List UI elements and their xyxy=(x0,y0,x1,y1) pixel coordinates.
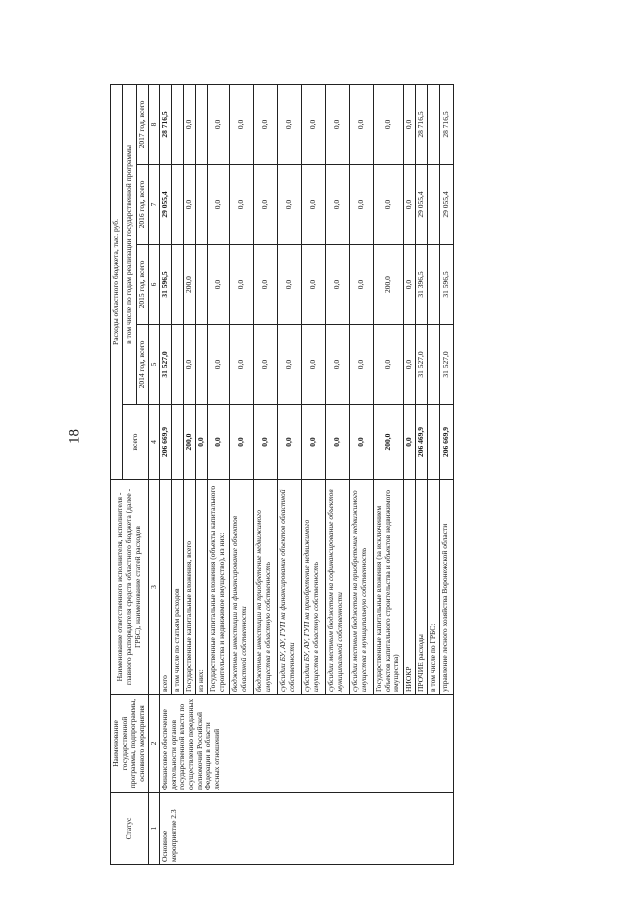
cell-y2017: 0,0 xyxy=(326,84,350,164)
cell-total: 200,0 xyxy=(184,405,196,480)
cell-total: 0,0 xyxy=(278,405,302,480)
cell-total xyxy=(428,405,440,480)
cell-y2017: 0,0 xyxy=(184,84,196,164)
cell-y2015: 31 596,5 xyxy=(160,245,172,325)
cell-y2015: 200,0 xyxy=(184,245,196,325)
cell-y2014: 31 527,0 xyxy=(440,325,454,405)
cell-total: 206 669,9 xyxy=(160,405,172,480)
cell-y2016: 0,0 xyxy=(278,165,302,245)
cell-y2014: 0,0 xyxy=(254,325,278,405)
colnum-1: 1 xyxy=(148,793,160,865)
cell-y2017: 0,0 xyxy=(404,84,416,164)
cell-total: 0,0 xyxy=(350,405,374,480)
cell-y2014: 0,0 xyxy=(208,325,230,405)
cell-y2015: 31 396,5 xyxy=(416,245,428,325)
status-cell: Основное мероприятие 2.3 xyxy=(160,793,454,865)
cell-y2017: 28 716,5 xyxy=(416,84,428,164)
cell-y2016: 29 055,4 xyxy=(440,165,454,245)
cell-y2015: 0,0 xyxy=(208,245,230,325)
cell-y2017: 0,0 xyxy=(230,84,254,164)
cell-y2017: 28 716,5 xyxy=(440,84,454,164)
row-label: Государственные капитальные вложения, всего xyxy=(184,480,196,695)
cell-y2017: 0,0 xyxy=(374,84,404,164)
cell-y2015: 0,0 xyxy=(278,245,302,325)
cell-y2014 xyxy=(428,325,440,405)
cell-y2015 xyxy=(428,245,440,325)
cell-y2016 xyxy=(172,165,184,245)
header-year-2014: 2014 год, всего xyxy=(136,325,148,405)
cell-y2016: 0,0 xyxy=(350,165,374,245)
cell-y2016: 0,0 xyxy=(404,165,416,245)
row-label: субсидии БУ, АУ, ГУП на финансирование объектов областной собственности xyxy=(278,480,302,695)
cell-y2014: 0,0 xyxy=(302,325,326,405)
row-label: Государственные капитальные вложения (объекты капитального строительства и недвижимое имущество), из них: xyxy=(208,480,230,695)
cell-y2014: 0,0 xyxy=(404,325,416,405)
cell-total: 206 669,9 xyxy=(440,405,454,480)
row-label: из них: xyxy=(196,480,208,695)
cell-y2014: 0,0 xyxy=(374,325,404,405)
cell-y2016: 0,0 xyxy=(302,165,326,245)
row-label: управление лесного хозяйства Воронежской области xyxy=(440,480,454,695)
cell-y2014: 0,0 xyxy=(350,325,374,405)
cell-y2015: 0,0 xyxy=(254,245,278,325)
colnum-5: 5 xyxy=(148,325,160,405)
cell-y2015: 0,0 xyxy=(350,245,374,325)
colnum-3: 3 xyxy=(148,480,160,695)
cell-total: 0,0 xyxy=(230,405,254,480)
cell-y2014: 0,0 xyxy=(230,325,254,405)
cell-total: 0,0 xyxy=(196,405,208,480)
row-label: субсидии БУ, АУ, ГУП на приобретение недвижимого имущества в областную собственность xyxy=(302,480,326,695)
cell-y2017 xyxy=(428,84,440,164)
cell-y2017: 0,0 xyxy=(254,84,278,164)
cell-total: 0,0 xyxy=(208,405,230,480)
cell-y2014 xyxy=(196,325,208,405)
row-label: бюджетные инвестиции на приобретение недвижимого имущества в областную собственность xyxy=(254,480,278,695)
program-name-cell: Финансовое обеспечение деятельности органов государственной власти по осуществлению переданных полномочий Российской Федерации в области лесных отношений xyxy=(160,695,454,793)
cell-y2017 xyxy=(196,84,208,164)
cell-y2015: 0,0 xyxy=(404,245,416,325)
cell-total: 0,0 xyxy=(326,405,350,480)
cell-total: 0,0 xyxy=(404,405,416,480)
row-label: Государственные капитальные вложения (за исключением объектов капитального строительства и объектов недвижимого имущества) xyxy=(374,480,404,695)
colnum-6: 6 xyxy=(148,245,160,325)
header-executor: Наименование ответственного исполнителя, исполнителя - главного распорядителя средств областного бюджета (далее - ГРБС), наименование статей расходов xyxy=(111,480,149,695)
cell-y2015 xyxy=(196,245,208,325)
cell-y2016 xyxy=(428,165,440,245)
cell-y2016: 0,0 xyxy=(254,165,278,245)
cell-y2017: 0,0 xyxy=(208,84,230,164)
cell-y2014: 0,0 xyxy=(278,325,302,405)
cell-y2017: 0,0 xyxy=(350,84,374,164)
cell-total: 206 469,9 xyxy=(416,405,428,480)
row-label: НИОКР xyxy=(404,480,416,695)
cell-y2016 xyxy=(196,165,208,245)
cell-y2014 xyxy=(172,325,184,405)
cell-y2017: 0,0 xyxy=(302,84,326,164)
cell-y2016: 0,0 xyxy=(230,165,254,245)
cell-y2015: 31 596,5 xyxy=(440,245,454,325)
cell-total: 200,0 xyxy=(374,405,404,480)
table-row xyxy=(160,84,172,864)
cell-y2017: 0,0 xyxy=(278,84,302,164)
row-label: бюджетные инвестиции на финансирование объектов областной собственности xyxy=(230,480,254,695)
cell-total xyxy=(172,405,184,480)
cell-y2014: 0,0 xyxy=(326,325,350,405)
row-label: субсидии местным бюджетам на приобретение недвижимого имущества в муниципальную собственность xyxy=(350,480,374,695)
cell-y2017 xyxy=(172,84,184,164)
cell-y2014: 31 527,0 xyxy=(416,325,428,405)
cell-y2016: 29 055,4 xyxy=(416,165,428,245)
colnum-4: 4 xyxy=(148,405,160,480)
cell-y2016: 29 055,4 xyxy=(160,165,172,245)
cell-y2015: 200,0 xyxy=(374,245,404,325)
rotated-table-wrapper xyxy=(110,85,530,865)
header-status: Статус xyxy=(111,793,149,865)
header-total: всего xyxy=(122,405,148,480)
cell-y2016: 0,0 xyxy=(184,165,196,245)
budget-table xyxy=(110,84,454,865)
colnum-8: 8 xyxy=(148,84,160,164)
cell-y2015: 0,0 xyxy=(230,245,254,325)
row-label: субсидии местным бюджетам на софинансирование объектов муниципальной собственности xyxy=(326,480,350,695)
cell-y2014: 31 527,0 xyxy=(160,325,172,405)
cell-y2016: 0,0 xyxy=(374,165,404,245)
cell-total: 0,0 xyxy=(254,405,278,480)
page-number: 18 xyxy=(66,429,83,444)
cell-y2016: 0,0 xyxy=(326,165,350,245)
table-body xyxy=(160,84,454,864)
row-label: ПРОЧИЕ расходы xyxy=(416,480,428,695)
cell-y2015: 0,0 xyxy=(302,245,326,325)
cell-total: 0,0 xyxy=(302,405,326,480)
header-program-name: Наименование государственной программы, подпрограммы, основного мероприятия xyxy=(111,695,149,793)
colnum-2: 2 xyxy=(148,695,160,793)
cell-y2015 xyxy=(172,245,184,325)
cell-y2014: 0,0 xyxy=(184,325,196,405)
cell-y2016: 0,0 xyxy=(208,165,230,245)
colnum-7: 7 xyxy=(148,165,160,245)
row-label: в том числе по статьям расходов xyxy=(172,480,184,695)
header-by-years: в том числе по годам реализации государственной программы xyxy=(122,84,136,404)
row-label: всего xyxy=(160,480,172,695)
cell-y2015: 0,0 xyxy=(326,245,350,325)
header-year-2016: 2016 год, всего xyxy=(136,165,148,245)
row-label: в том числе по ГРБС: xyxy=(428,480,440,695)
header-year-2017: 2017 год, всего xyxy=(136,84,148,164)
header-year-2015: 2015 год, всего xyxy=(136,245,148,325)
header-budget-group: Расходы областного бюджета, тыс. руб. xyxy=(111,84,123,479)
cell-y2017: 28 716,5 xyxy=(160,84,172,164)
